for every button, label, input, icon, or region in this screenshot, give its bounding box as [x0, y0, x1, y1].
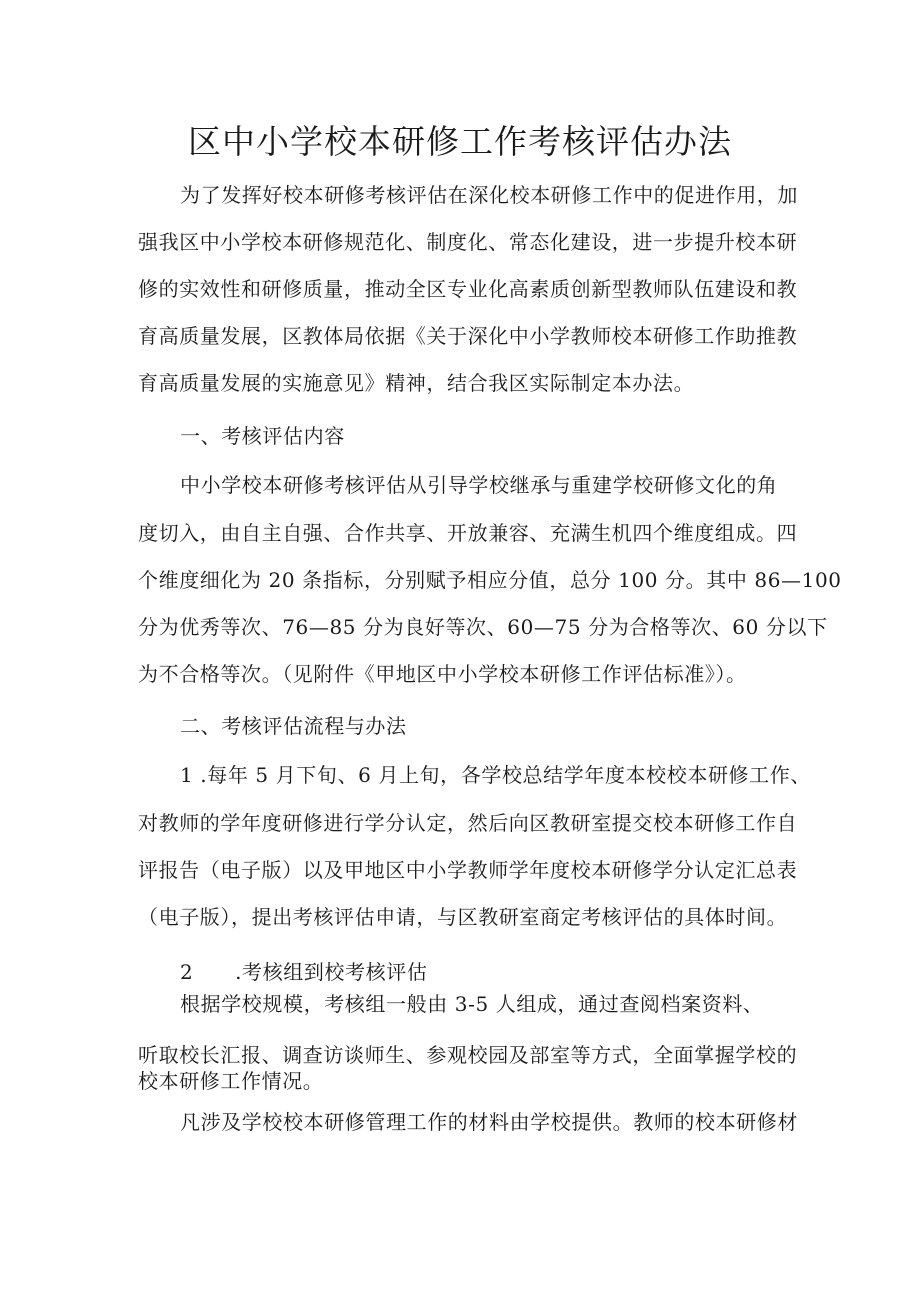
- intro-line: 育高质量发展的实施意见》精神，结合我区实际制定本办法。: [138, 371, 695, 395]
- paragraph-line: 分为优秀等次、76—85 分为良好等次、60—75 分为合格等次、60 分以下: [138, 615, 828, 639]
- section-heading: 二、考核评估流程与办法: [180, 714, 407, 738]
- paragraph-line: 个维度细化为 20 条指标，分别赋予相应分值，总分 100 分。其中 86—100: [138, 568, 842, 592]
- section-heading: 一、考核评估内容: [180, 424, 345, 448]
- paragraph-line: 根据学校规模，考核组一般由 3-5 人组成，通过查阅档案资料、: [180, 992, 764, 1016]
- document-title: 区中小学校本研修工作考核评估办法: [188, 122, 732, 161]
- intro-line: 为了发挥好校本研修考核评估在深化校本研修工作中的促进作用，加: [180, 183, 798, 207]
- intro-line: 育高质量发展，区教体局依据《关于深化中小学教师校本研修工作助推教: [138, 324, 798, 348]
- paragraph-line: 评报告（电子版）以及甲地区中小学教师学年度校本研修学分认定汇总表: [138, 858, 798, 882]
- paragraph-line: 1 .每年 5 月下旬、6 月上旬，各学校总结学年度本校校本研修工作、: [180, 763, 811, 787]
- paragraph-line: 为不合格等次。（见附件《甲地区中小学校本研修工作评估标准》）。: [138, 662, 747, 686]
- paragraph-line: 校本研修工作情况。: [138, 1069, 324, 1093]
- intro-line: 强我区中小学校本研修规范化、制度化、常态化建设，进一步提升校本研: [138, 230, 798, 254]
- paragraph-line: 听取校长汇报、调查访谈师生、参观校园及部室等方式，全面掌握学校的: [138, 1043, 798, 1067]
- paragraph-line: 度切入，由自主自强、合作共享、开放兼容、充满生机四个维度组成。四: [138, 521, 798, 545]
- paragraph-line: 凡涉及学校校本研修管理工作的材料由学校提供。教师的校本研修材: [180, 1110, 798, 1134]
- subsection-heading: 2 .考核组到校考核评估: [180, 960, 428, 984]
- paragraph-line: 对教师的学年度研修进行学分认定，然后向区教研室提交校本研修工作自: [138, 811, 798, 835]
- intro-line: 修的实效性和研修质量，推动全区专业化高素质创新型教师队伍建设和教: [138, 277, 798, 301]
- paragraph-line: （电子版），提出考核评估申请，与区教研室商定考核评估的具体时间。: [138, 905, 788, 929]
- paragraph-line: 中小学校本研修考核评估从引导学校继承与重建学校研修文化的角: [180, 473, 778, 497]
